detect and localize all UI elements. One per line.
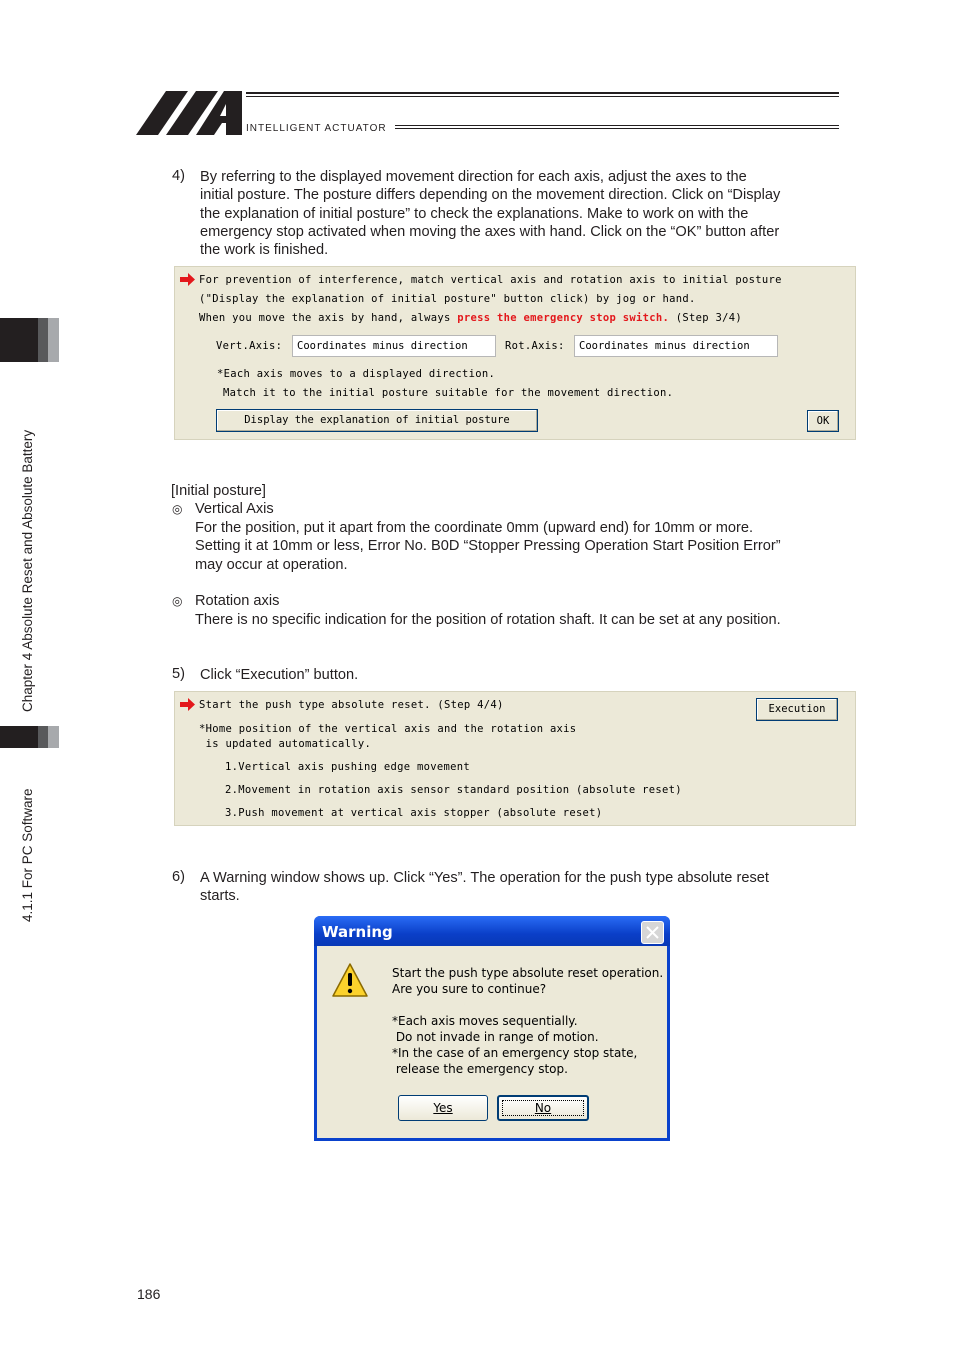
rotation-axis-title: Rotation axis xyxy=(195,593,280,609)
text-line: For the position, put it apart from the coordinate 0mm (upward end) for 10mm or more. xyxy=(195,520,754,536)
close-icon[interactable] xyxy=(641,921,664,944)
text-line: By referring to the displayed movement direction for each axis, adjust the axes to the xyxy=(200,169,747,185)
page-number: 186 xyxy=(137,1286,161,1302)
brand-tagline: INTELLIGENT ACTUATOR xyxy=(246,123,387,134)
text-line: Setting it at 10mm or less, Error No. B0D “Stopper Pressing Operation Start Position Error” xyxy=(195,538,781,555)
step-number: 5) xyxy=(172,666,185,682)
sequence-item: 2.Movement in rotation axis sensor standard position (absolute reset) xyxy=(225,784,682,796)
yes-label: Yes xyxy=(433,1101,453,1115)
ok-button[interactable]: OK xyxy=(807,410,839,432)
vert-axis-label: Vert.Axis: xyxy=(216,340,283,352)
note-line: is updated automatically. xyxy=(199,738,372,750)
text-line: emergency stop activated when moving the axes with hand. Click on the “OK” button after xyxy=(200,223,780,240)
dialog-message: Are you sure to continue? xyxy=(392,982,547,996)
section-tab-marker xyxy=(38,726,48,748)
initial-posture-screen xyxy=(174,266,856,440)
dialog-title: Warning xyxy=(322,923,393,941)
no-label: No xyxy=(534,1101,552,1115)
vertical-axis-description xyxy=(195,519,855,574)
instruction-line: For prevention of interference, match vertical axis and rotation axis to initial posture xyxy=(199,274,782,286)
instruction-line: Start the push type absolute reset. (Step 4/4) xyxy=(199,699,504,711)
rot-axis-label: Rot.Axis: xyxy=(505,340,565,352)
text-line: the work is finished. xyxy=(200,242,329,259)
dialog-message: *Each axis moves sequentially. xyxy=(392,1014,578,1028)
initial-posture-heading: [Initial posture] xyxy=(171,483,266,499)
chapter-tab-marker xyxy=(0,318,38,362)
vertical-axis-title: Vertical Axis xyxy=(195,501,274,517)
note-line: *Each axis moves to a displayed direction. xyxy=(217,368,496,380)
red-arrow-icon xyxy=(180,698,195,711)
section-tab-marker xyxy=(48,726,59,748)
vert-axis-direction-field: Coordinates minus direction xyxy=(292,335,496,357)
text-line: the explanation of initial posture” to check the explanations. Make to work on with the xyxy=(200,205,749,222)
warning-dialog xyxy=(314,916,670,1141)
dialog-message: release the emergency stop. xyxy=(392,1062,568,1076)
execution-screen xyxy=(174,691,856,826)
warning-icon xyxy=(331,962,369,998)
no-button[interactable] xyxy=(497,1095,589,1121)
text-segment: When you move the axis by hand, always xyxy=(199,312,458,324)
dialog-title-bar xyxy=(314,916,670,946)
chapter-title: Chapter 4 Absolute Reset and Absolute Battery xyxy=(20,429,35,712)
header-rule xyxy=(246,92,839,94)
text-line: may occur at operation. xyxy=(195,556,348,573)
header-rule xyxy=(395,125,839,126)
header-rule xyxy=(246,96,839,97)
bullet-icon: ◎ xyxy=(172,594,183,608)
rotation-axis-description: There is no specific indication for the position of rotation shaft. It can be set at any position. xyxy=(195,612,781,628)
text-line: initial posture. The posture differs depending on the movement direction. Click on “Display xyxy=(200,187,781,204)
step-number: 6) xyxy=(172,869,185,885)
step-indicator: (Step 3/4) xyxy=(669,312,742,324)
instruction-line: ("Display the explanation of initial posture" button click) by jog or hand. xyxy=(199,293,696,305)
step-number: 4) xyxy=(172,168,185,184)
step-4-text xyxy=(200,168,850,259)
execution-button[interactable]: Execution xyxy=(756,698,838,721)
dialog-body xyxy=(317,946,667,1138)
step-5-text: Click “Execution” button. xyxy=(200,667,359,683)
sequence-item: 3.Push movement at vertical axis stopper (absolute reset) xyxy=(225,807,603,819)
chapter-tab-marker xyxy=(48,318,59,362)
warning-text: press the emergency stop switch. xyxy=(457,312,670,324)
step-6-text xyxy=(200,869,850,906)
header-rule xyxy=(395,128,839,129)
section-title: 4.1.1 For PC Software xyxy=(20,788,35,922)
focus-ring xyxy=(502,1100,584,1116)
yes-button[interactable] xyxy=(398,1095,488,1121)
dialog-message: *In the case of an emergency stop state, xyxy=(392,1046,638,1060)
display-explanation-button[interactable]: Display the explanation of initial posture xyxy=(216,409,538,432)
dialog-message: Do not invade in range of motion. xyxy=(392,1030,599,1044)
instruction-line xyxy=(199,312,742,324)
section-tab-marker xyxy=(0,726,38,748)
chapter-tab-marker xyxy=(38,318,48,362)
bullet-icon: ◎ xyxy=(172,502,183,516)
note-line: *Home position of the vertical axis and the rotation axis xyxy=(199,723,577,735)
ia-logo-mark xyxy=(136,90,248,136)
text-line: starts. xyxy=(200,888,240,905)
text-line: A Warning window shows up. Click “Yes”. The operation for the push type absolute reset xyxy=(200,870,769,886)
rot-axis-direction-field: Coordinates minus direction xyxy=(574,335,778,357)
sequence-item: 1.Vertical axis pushing edge movement xyxy=(225,761,470,773)
red-arrow-icon xyxy=(180,273,195,286)
note-line: Match it to the initial posture suitable for the movement direction. xyxy=(223,387,674,399)
dialog-message: Start the push type absolute reset operation. xyxy=(392,966,664,980)
